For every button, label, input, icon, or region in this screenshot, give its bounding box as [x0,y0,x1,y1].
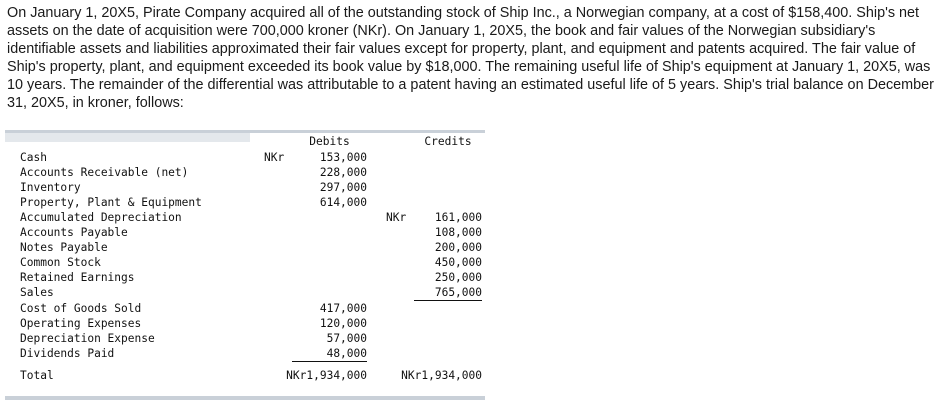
account-name: Cash [20,151,47,164]
account-name: Cost of Goods Sold [20,301,142,315]
debit-amount: 614,000 [319,196,367,209]
total-credit: NKr1,934,000 [401,368,482,382]
account-name: Notes Payable [20,241,108,254]
credit-amount [414,180,482,195]
debit-amount [292,285,367,301]
currency-prefix: NKr [264,151,285,164]
table-row [5,316,482,331]
table-row [5,225,482,240]
credit-amount [414,195,482,210]
problem-statement: On January 1, 20X5, Pirate Company acquired all of the outstanding stock of Ship Inc., a Norwegian company, at a cost of $158,400. Ship's net assets on the date of acquisition were 700,000 kroner (NKr). On January 1, 20X5, the book and fair values of the Norwegian subsidiary's identifiable assets and liabilities approximated their fair values except for property, plant, and equipment and patents acquired. The fair value of Ship's property, plant, and equipment exceeded its book value by $18,000. The remaining useful life of Ship's equipment at January 1, 20X5, was 10 years. The remainder of the differential was attributable to a patent having an estimated useful life of 5 years. Ship's trial balance on December 31, 20X5, in kroner, follows: [7,5,934,111]
credit-amount: 200,000 [434,241,482,254]
debits-header: Debits [309,135,350,148]
trial-balance-table [5,133,482,386]
table-row [5,150,482,165]
debit-amount: 297,000 [319,181,367,194]
account-name: Dividends Paid [20,347,115,361]
debit-amount [292,210,367,225]
debit-amount: 120,000 [319,317,367,330]
table-row [5,240,482,255]
trial-balance [5,130,485,400]
account-name: Accounts Payable [20,226,128,239]
table-row [5,165,482,180]
header-row [5,133,482,150]
table-row [5,270,482,285]
account-name: Inventory [20,181,81,194]
debit-amount [292,270,367,285]
table-row [5,285,482,301]
total-debit: NKr1,934,000 [286,369,367,382]
debit-amount: 153,000 [319,151,367,164]
account-name: Retained Earnings [20,271,135,284]
credit-amount: 450,000 [434,256,482,269]
account-name: Sales [20,286,54,300]
account-name: Depreciation Expense [20,332,155,345]
table-row [5,301,482,317]
currency-prefix: NKr [386,211,407,224]
account-name: Property, Plant & Equipment [20,196,202,209]
table-row [5,255,482,270]
credits-header: Credits [424,135,472,148]
credit-amount: 108,000 [434,226,482,239]
credit-amount: 765,000 [414,285,482,301]
credit-amount [414,301,482,317]
table-row [5,331,482,346]
total-label: Total [20,368,54,382]
account-name: Accounts Receivable (net) [20,166,189,179]
table-row [5,210,482,225]
debit-amount [292,255,367,270]
debit-amount: 48,000 [292,346,367,362]
debit-amount: 228,000 [319,166,367,179]
total-row [5,362,482,387]
table-row [5,180,482,195]
credit-amount: 250,000 [434,271,482,284]
account-name: Common Stock [20,256,101,269]
account-name: Accumulated Depreciation [20,211,182,224]
credit-amount [414,316,482,331]
credit-amount [414,346,482,362]
debit-amount [292,225,367,240]
credit-amount: 161,000 [434,211,482,224]
debit-amount: 417,000 [319,301,367,315]
table-row [5,195,482,210]
table-row [5,346,482,362]
credit-amount [414,150,482,165]
debit-amount: 57,000 [326,332,367,345]
credit-amount [414,331,482,346]
debit-amount [292,240,367,255]
account-name: Operating Expenses [20,317,142,330]
credit-amount [414,165,482,180]
